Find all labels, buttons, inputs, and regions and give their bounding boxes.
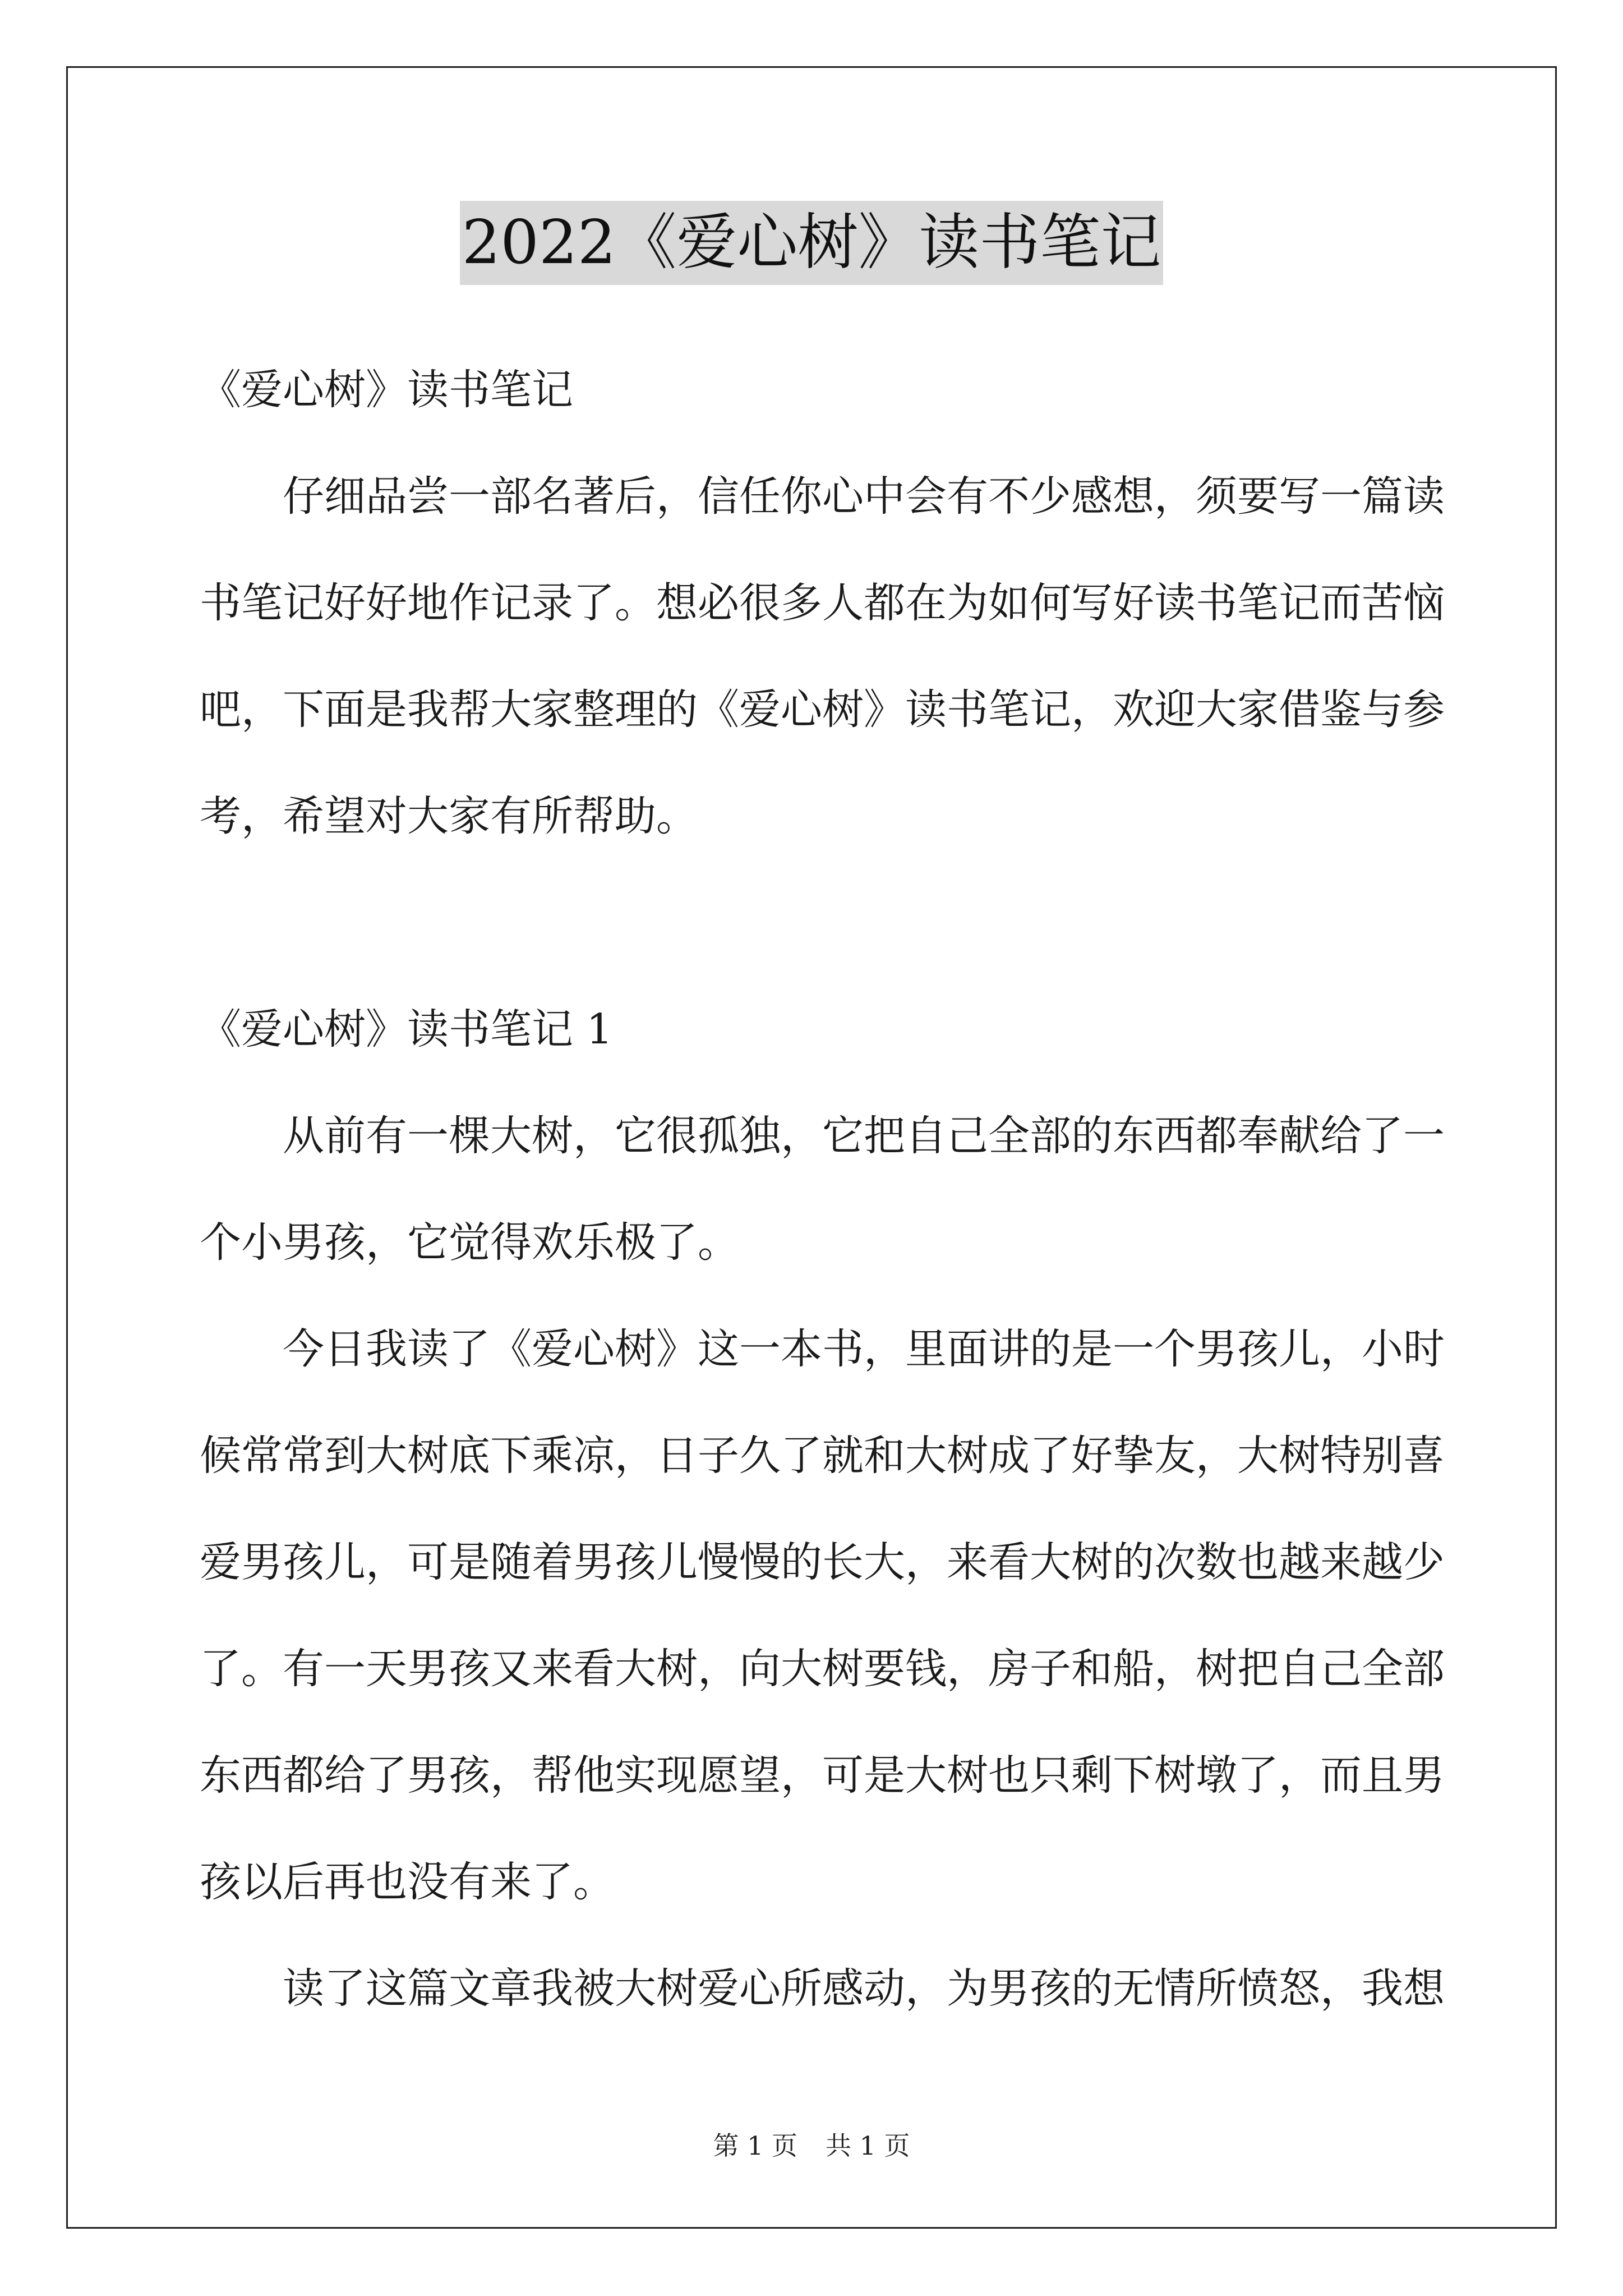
page-total: 共 1 页 [826,2131,910,2161]
document-body [200,337,1445,2042]
paragraph-line: 东西都给了男孩，帮他实现愿望，可是大树也只剩下树墩了，而且男 [200,1751,1445,1800]
paragraph-line: 孩以后再也没有来了。 [200,1858,615,1906]
paragraph-gap [200,869,1433,976]
page-number: 第 1 页 [713,2131,797,2161]
page-footer [0,2129,1623,2162]
paragraph-line: 今日我读了《爱心树》这一本书，里面讲的是一个男孩儿，小时 [283,1325,1445,1373]
paragraph-line: 个小男孩，它觉得欢乐极了。 [200,1218,739,1267]
document-title: 2022《爱心树》读书笔记 [460,201,1164,285]
paragraph-line: 从前有一棵大树，它很孤独，它把自己全部的东西都奉献给了一 [283,1112,1445,1160]
intro-line: 吧，下面是我帮大家整理的《爱心树》读书笔记，欢迎大家借鉴与参 [200,685,1445,734]
intro-line: 仔细品尝一部名著后，信任你心中会有不少感想，须要写一篇读 [283,472,1445,521]
intro-line: 书笔记好好地作记录了。想必很多人都在为如何写好读书笔记而苦恼 [200,579,1445,627]
paragraph-line: 爱男孩儿，可是随着男孩儿慢慢的长大，来看大树的次数也越来越少 [200,1538,1445,1586]
paragraph-line: 读了这篇文章我被大树爱心所感动，为男孩的无情所愤怒，我想 [283,1964,1445,2013]
paragraph-line: 了。有一天男孩又来看大树，向大树要钱，房子和船，树把自己全部 [200,1645,1445,1693]
intro-line: 考，希望对大家有所帮助。 [200,792,698,840]
section-heading: 《爱心树》读书笔记 1 [200,1005,613,1053]
title-container [0,201,1623,285]
document-subtitle: 《爱心树》读书笔记 [200,366,573,414]
paragraph-line: 候常常到大树底下乘凉，日子久了就和大树成了好挚友，大树特别喜 [200,1432,1445,1480]
